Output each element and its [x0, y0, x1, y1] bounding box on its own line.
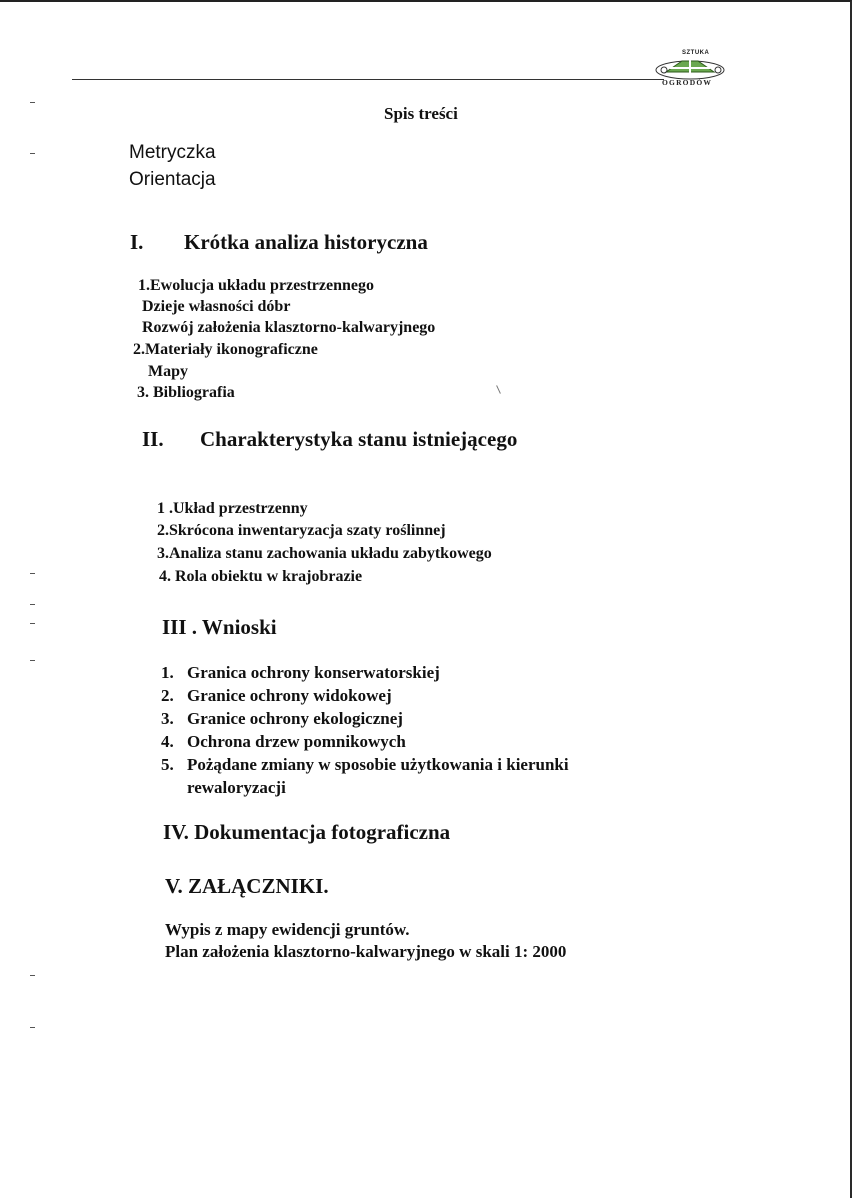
list-item	[161, 663, 440, 683]
list-text: Granica ochrony konserwatorskiej	[187, 663, 440, 682]
margin-mark	[30, 660, 35, 661]
margin-mark	[30, 573, 35, 574]
list-item	[161, 755, 569, 775]
section-title: Krótka analiza historyczna	[184, 230, 428, 254]
toc-item: 3. Bibliografia	[137, 384, 235, 401]
list-text: Pożądane zmiany w sposobie użytkowania i kierunki	[187, 755, 569, 774]
toc-item: 1.Ewolucja układu przestrzennego	[138, 277, 374, 294]
margin-mark	[30, 975, 35, 976]
toc-item: Dzieje własności dóbr	[142, 298, 291, 315]
section-number: II.	[142, 427, 164, 451]
list-text: Granice ochrony ekologicznej	[187, 709, 403, 728]
scan-mark	[496, 385, 501, 394]
section-title: Charakterystyka stanu istniejącego	[200, 427, 518, 451]
margin-mark	[30, 604, 35, 605]
list-item	[161, 732, 406, 752]
margin-mark	[30, 102, 35, 103]
logo-bottom-text: OGRODÓW	[662, 78, 713, 87]
header-rule	[72, 79, 664, 80]
toc-item: 1 .Układ przestrzenny	[157, 500, 308, 517]
list-number: 1.	[161, 663, 174, 682]
section-heading: IV. Dokumentacja fotograficzna	[163, 820, 451, 844]
attachment-item: Wypis z mapy ewidencji gruntów.	[165, 920, 410, 939]
list-text: Ochrona drzew pomnikowych	[187, 732, 406, 751]
list-item	[161, 709, 403, 729]
list-item-continuation: rewaloryzacji	[187, 778, 286, 797]
section-heading: III . Wnioski	[162, 615, 277, 639]
list-number: 4.	[161, 732, 174, 751]
toc-item: 2.Materiały ikonograficzne	[133, 341, 318, 358]
logo-top-text: SZTUKA	[682, 50, 710, 56]
margin-mark	[30, 153, 35, 154]
toc-item: 4. Rola obiektu w krajobrazie	[159, 568, 363, 585]
list-number: 5.	[161, 755, 174, 774]
toc-item: 2.Skrócona inwentaryzacja szaty roślinnej	[157, 522, 446, 539]
front-item: Orientacja	[129, 169, 216, 190]
section-heading: V. ZAŁĄCZNIKI.	[165, 874, 329, 898]
toc-title: Spis treści	[384, 104, 458, 123]
logo	[652, 50, 730, 90]
toc-item: 3.Analiza stanu zachowania układu zabytkowego	[157, 545, 492, 562]
toc-item: Rozwój założenia klasztorno-kalwaryjnego	[142, 319, 436, 336]
attachment-item: Plan założenia klasztorno-kalwaryjnego w skali 1: 2000	[165, 942, 567, 961]
margin-mark	[30, 1027, 35, 1028]
toc-item: Mapy	[148, 363, 188, 380]
list-text: Granice ochrony widokowej	[187, 686, 392, 705]
list-number: 3.	[161, 709, 174, 728]
list-number: 2.	[161, 686, 174, 705]
margin-mark	[30, 623, 35, 624]
list-item	[161, 686, 392, 706]
front-item: Metryczka	[129, 142, 216, 163]
section-number: I.	[130, 230, 144, 254]
